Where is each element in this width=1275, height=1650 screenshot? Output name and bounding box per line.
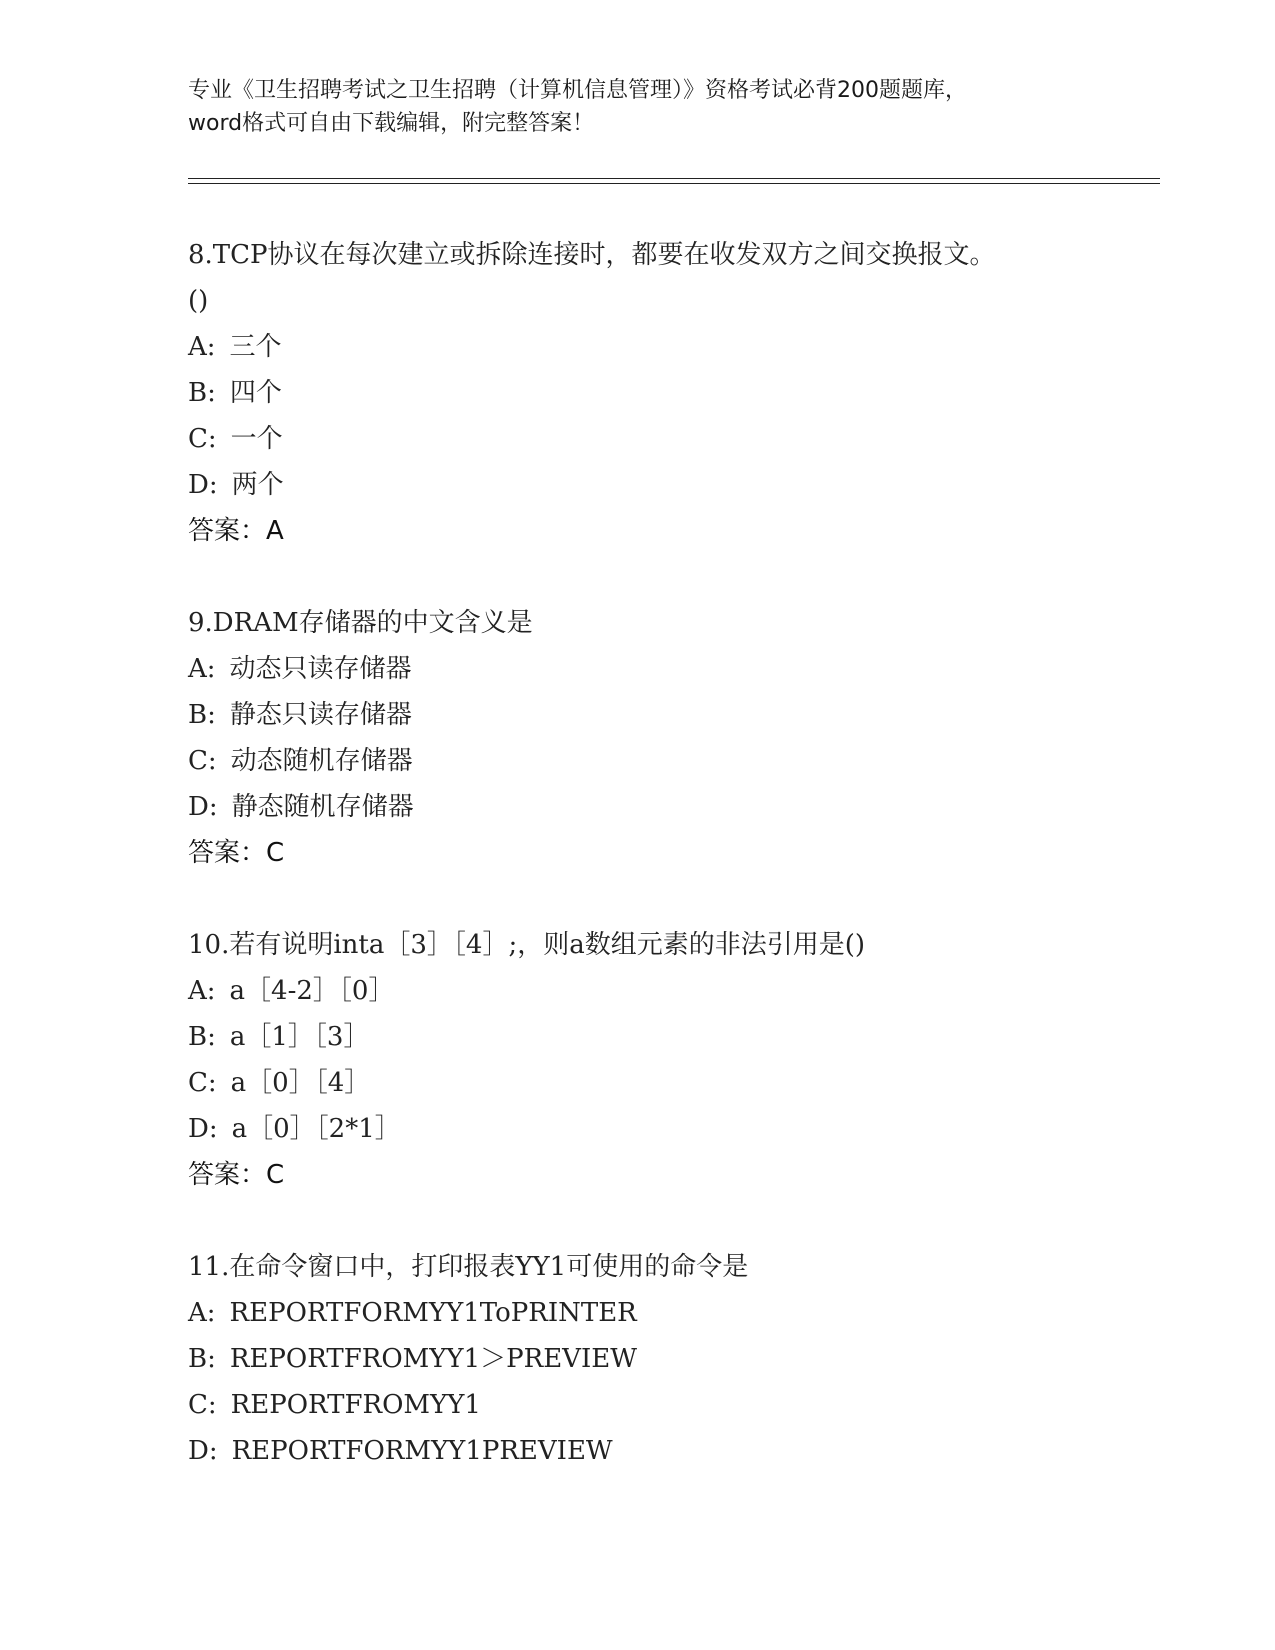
option-label: A: bbox=[188, 332, 216, 362]
option-row bbox=[188, 370, 1148, 416]
option-label: D: bbox=[188, 792, 218, 822]
answer-line: 答案：C bbox=[188, 1160, 285, 1190]
option-label: A: bbox=[188, 654, 216, 684]
option-row bbox=[188, 1014, 1148, 1060]
option-text: 三个 bbox=[229, 332, 282, 362]
option-label: C: bbox=[188, 1068, 217, 1098]
option-row bbox=[188, 1060, 1148, 1106]
question-stem: () bbox=[188, 286, 209, 316]
option-label: C: bbox=[188, 1390, 217, 1420]
option-row bbox=[188, 1382, 1148, 1428]
option-row bbox=[188, 738, 1148, 784]
option-text: REPORTFROMYY1 bbox=[230, 1390, 481, 1420]
answer-line: 答案：C bbox=[188, 838, 285, 868]
option-label: B: bbox=[188, 1022, 216, 1052]
option-text: a［0］［4］ bbox=[230, 1068, 371, 1098]
question-stem: 10.若有说明inta［3］［4］;，则a数组元素的非法引用是() bbox=[188, 930, 865, 960]
option-label: D: bbox=[188, 470, 218, 500]
option-text: a［0］［2*1］ bbox=[231, 1114, 401, 1144]
option-text: 动态随机存储器 bbox=[230, 746, 413, 776]
header-line-1: 专业《卫生招聘考试之卫生招聘（计算机信息管理）》资格考试必背200题题库， bbox=[188, 78, 967, 103]
option-label: B: bbox=[188, 378, 216, 408]
option-text: REPORTFORMYY1ToPRINTER bbox=[229, 1298, 637, 1328]
question-block bbox=[188, 600, 1148, 876]
option-text: 静态随机存储器 bbox=[231, 792, 414, 822]
option-row bbox=[188, 968, 1148, 1014]
question-stem: 8.TCP协议在每次建立或拆除连接时，都要在收发双方之间交换报文。 bbox=[188, 240, 996, 270]
document-header bbox=[188, 74, 1088, 140]
header-line-2: word格式可自由下载编辑，附完整答案！ bbox=[188, 111, 595, 136]
question-stem: 9.DRAM存储器的中文含义是 bbox=[188, 608, 533, 638]
option-label: A: bbox=[188, 976, 216, 1006]
question-list bbox=[188, 232, 1148, 1520]
question-block bbox=[188, 922, 1148, 1198]
answer-line: 答案：A bbox=[188, 516, 284, 546]
option-row bbox=[188, 1290, 1148, 1336]
option-row bbox=[188, 692, 1148, 738]
option-text: REPORTFROMYY1＞PREVIEW bbox=[229, 1344, 637, 1374]
option-label: C: bbox=[188, 424, 217, 454]
option-row bbox=[188, 416, 1148, 462]
option-row bbox=[188, 1428, 1148, 1474]
option-label: C: bbox=[188, 746, 217, 776]
header-divider-top bbox=[188, 178, 1160, 179]
option-text: 动态只读存储器 bbox=[229, 654, 412, 684]
option-row bbox=[188, 646, 1148, 692]
option-text: a［1］［3］ bbox=[229, 1022, 370, 1052]
option-text: 一个 bbox=[230, 424, 283, 454]
option-label: B: bbox=[188, 700, 216, 730]
option-row bbox=[188, 1106, 1148, 1152]
question-stem: 11.在命令窗口中，打印报表YY1可使用的命令是 bbox=[188, 1252, 749, 1282]
option-label: D: bbox=[188, 1436, 218, 1466]
option-text: 静态只读存储器 bbox=[229, 700, 412, 730]
question-block bbox=[188, 232, 1148, 554]
option-row bbox=[188, 784, 1148, 830]
header-divider-bottom bbox=[188, 183, 1160, 184]
option-label: A: bbox=[188, 1298, 216, 1328]
option-text: a［4-2］［0］ bbox=[229, 976, 395, 1006]
option-row bbox=[188, 1336, 1148, 1382]
option-row bbox=[188, 462, 1148, 508]
option-row bbox=[188, 324, 1148, 370]
option-label: D: bbox=[188, 1114, 218, 1144]
option-label: B: bbox=[188, 1344, 216, 1374]
option-text: REPORTFORMYY1PREVIEW bbox=[231, 1436, 613, 1466]
question-block bbox=[188, 1244, 1148, 1474]
option-text: 两个 bbox=[231, 470, 284, 500]
option-text: 四个 bbox=[229, 378, 282, 408]
